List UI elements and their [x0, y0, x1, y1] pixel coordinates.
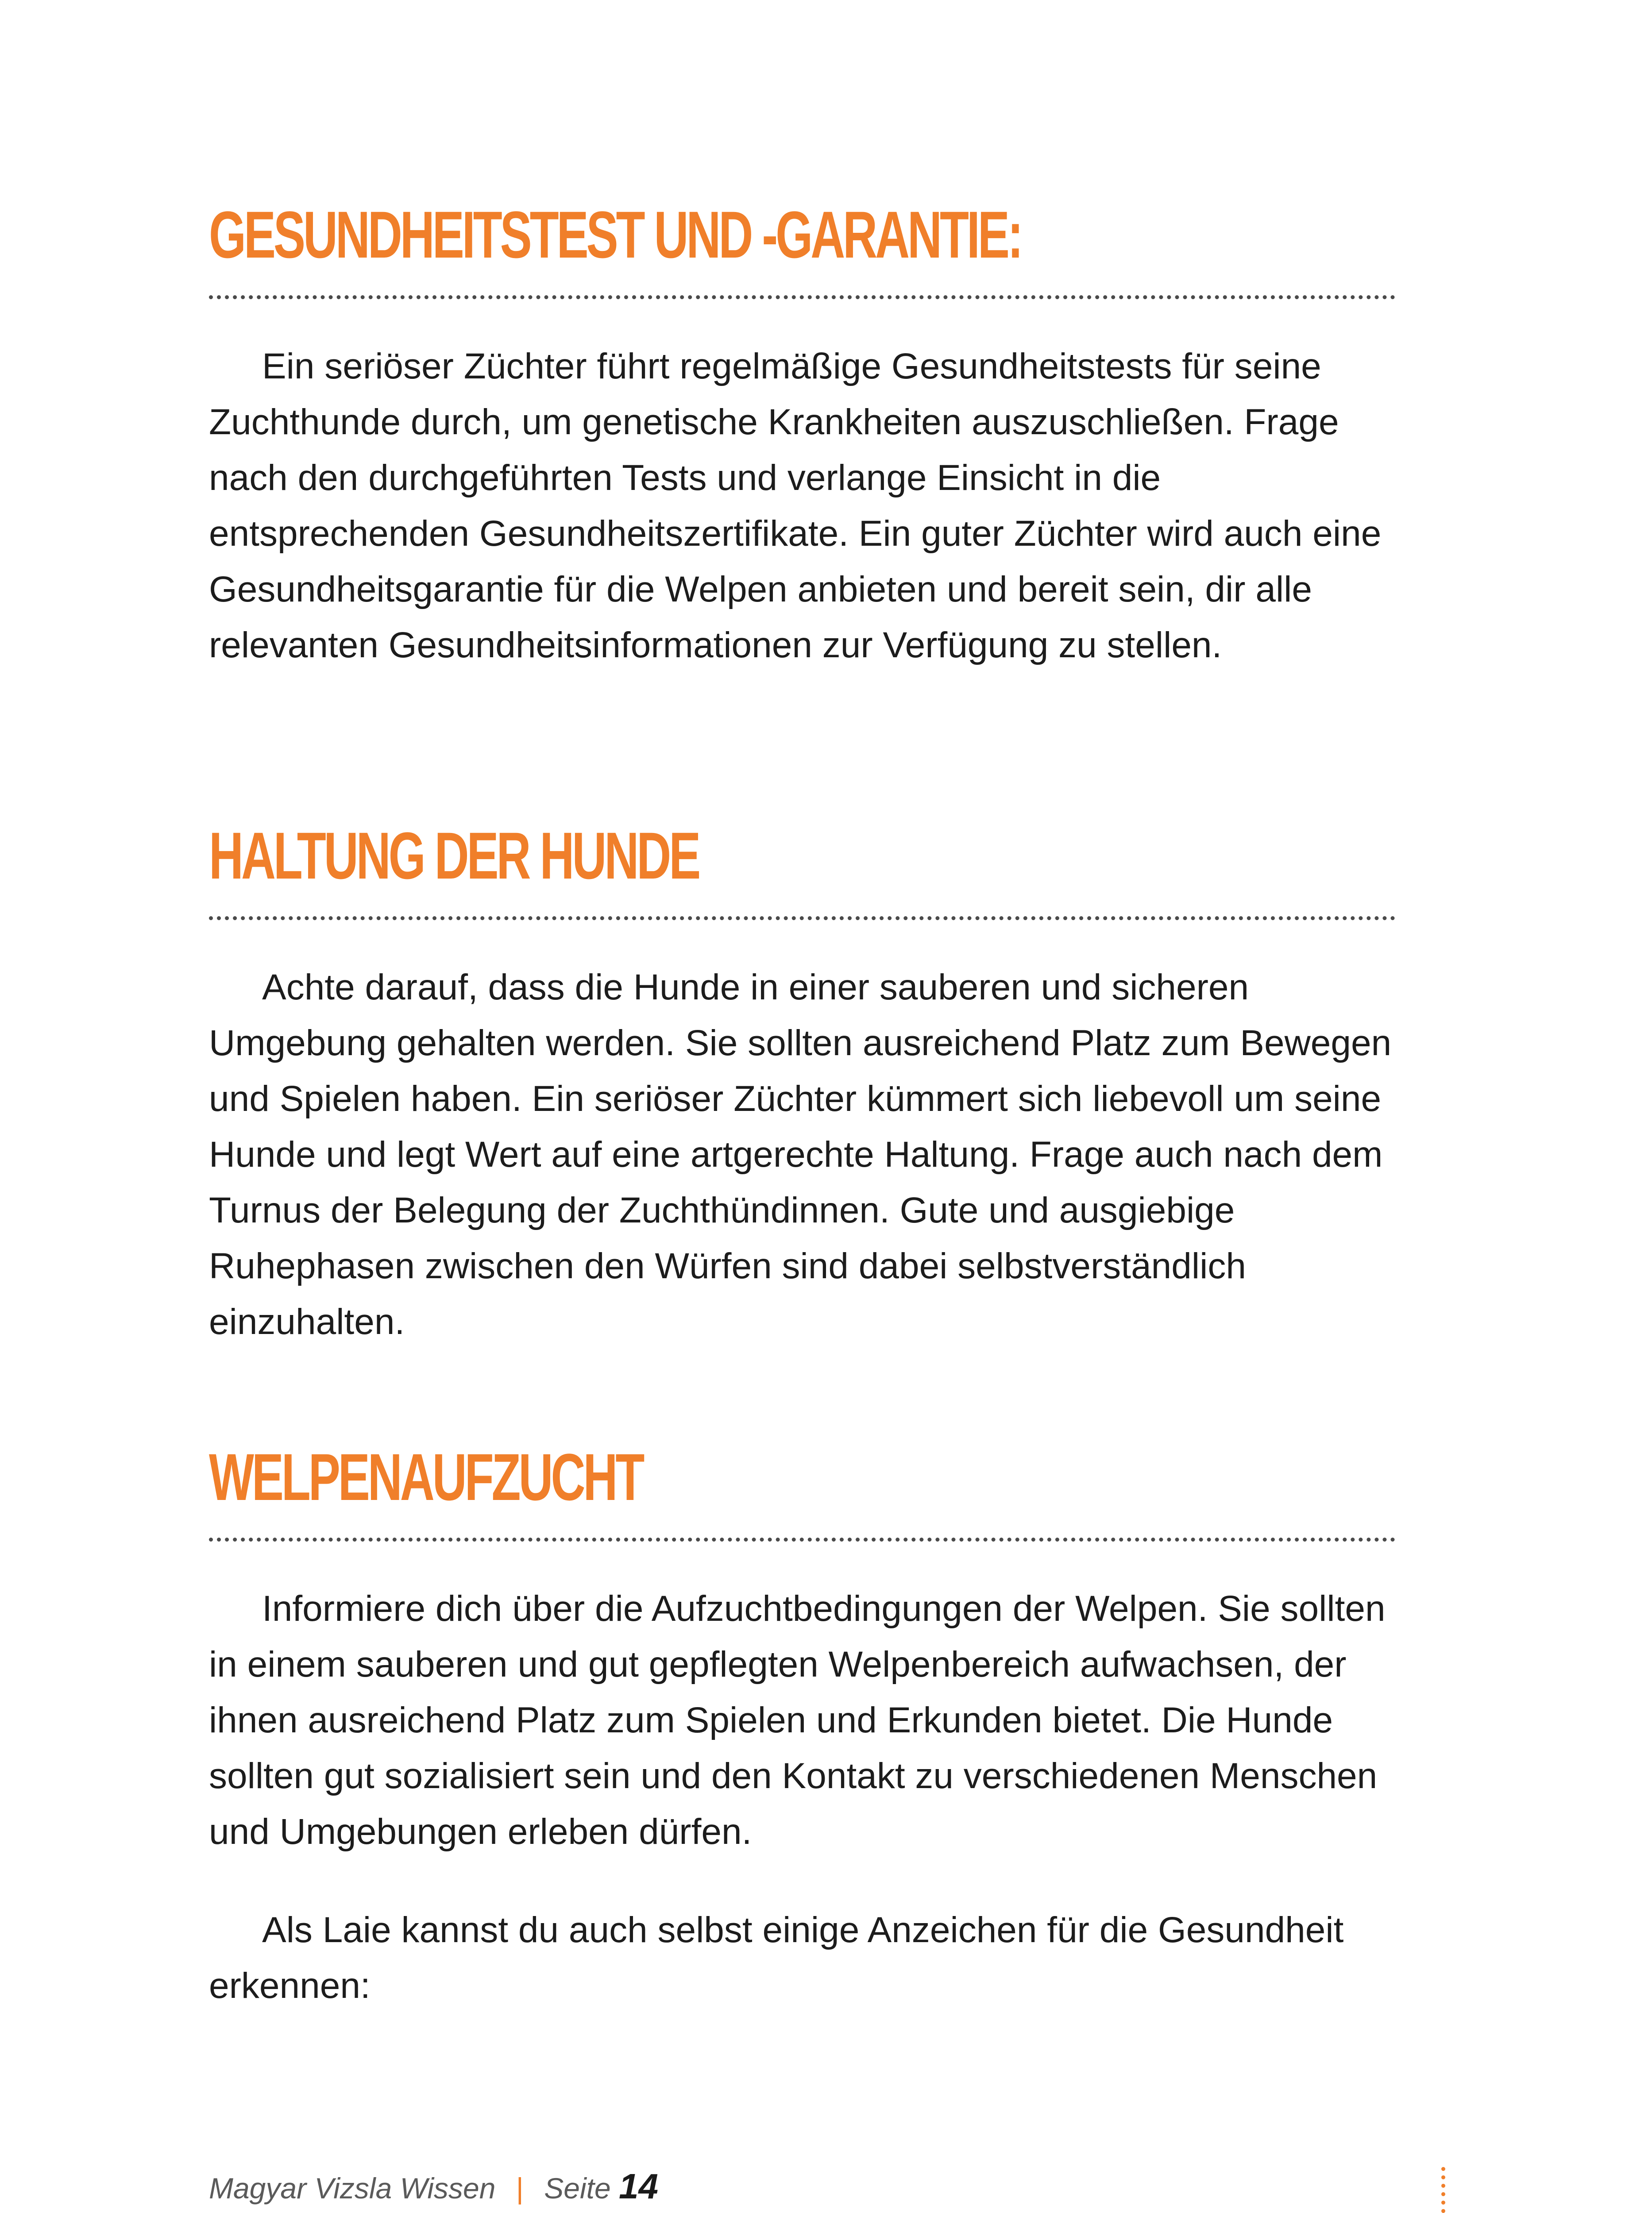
page-label: Seite: [544, 2172, 611, 2205]
section-heading: HALTUNG DER HUNDE: [209, 818, 699, 893]
section-heading: WELPENAUFZUCHT: [209, 1440, 643, 1514]
page-number: 14: [619, 2167, 659, 2206]
dotted-divider: [209, 295, 1395, 299]
section-puppy-rearing: [209, 1439, 1395, 2006]
page-edge-marker: [1441, 2167, 1445, 2213]
section-health-tests: [209, 197, 1395, 665]
footer-separator: |: [516, 2172, 524, 2205]
paragraph: Ein seriöser Züchter führt regelmäßige Gesundheitstests für seine Zuchthunde durch, um genetische Krankheiten auszuschließen. Frage nach den durchgeführten Tests und verlange Einsicht in die entsprechenden Gesundheitszertifikate. Ein guter Züchter wird auch eine Gesundheitsgarantie für die Welpen anbieten und bereit sein, dir alle relevanten Gesundheitsinformationen zur Verfügung zu stellen.: [209, 346, 1382, 665]
section-dog-keeping: [209, 818, 1395, 1342]
section-body: [209, 339, 1395, 673]
section-heading: GESUNDHEITSTEST UND -GARANTIE:: [209, 197, 1021, 272]
section-body: [209, 960, 1395, 1350]
paragraph: Als Laie kannst du auch selbst einige Anzeichen für die Gesundheit erkennen:: [209, 1910, 1344, 2006]
page-footer: [209, 2169, 658, 2206]
book-title: Magyar Vizsla Wissen: [209, 2172, 496, 2205]
paragraph: Informiere dich über die Aufzuchtbedingungen der Welpen. Sie sollten in einem sauberen und gut gepflegten Welpenbereich aufwachsen, der ihnen ausreichend Platz zum Spielen und Erkunden bietet. Die Hunde sollten gut sozialisiert sein und den Kontakt zu verschiedenen Menschen und Umgebungen erleben dürfen.: [209, 1588, 1386, 1852]
dotted-divider: [209, 1538, 1395, 1542]
section-body: [209, 1581, 1395, 2014]
dotted-divider: [209, 916, 1395, 920]
paragraph: Achte darauf, dass die Hunde in einer sauberen und sicheren Umgebung gehalten werden. Sie sollten ausreichend Platz zum Bewegen und Spielen haben. Ein seriöser Züchter kümmert sich liebevoll um seine Hunde und legt Wert auf eine artgerechte Haltung. Frage auch nach dem Turnus der Belegung der Zuchthündinnen. Gute und ausgiebige Ruhephasen zwischen den Würfen sind dabei selbstverständlich einzuhalten.: [209, 967, 1392, 1342]
